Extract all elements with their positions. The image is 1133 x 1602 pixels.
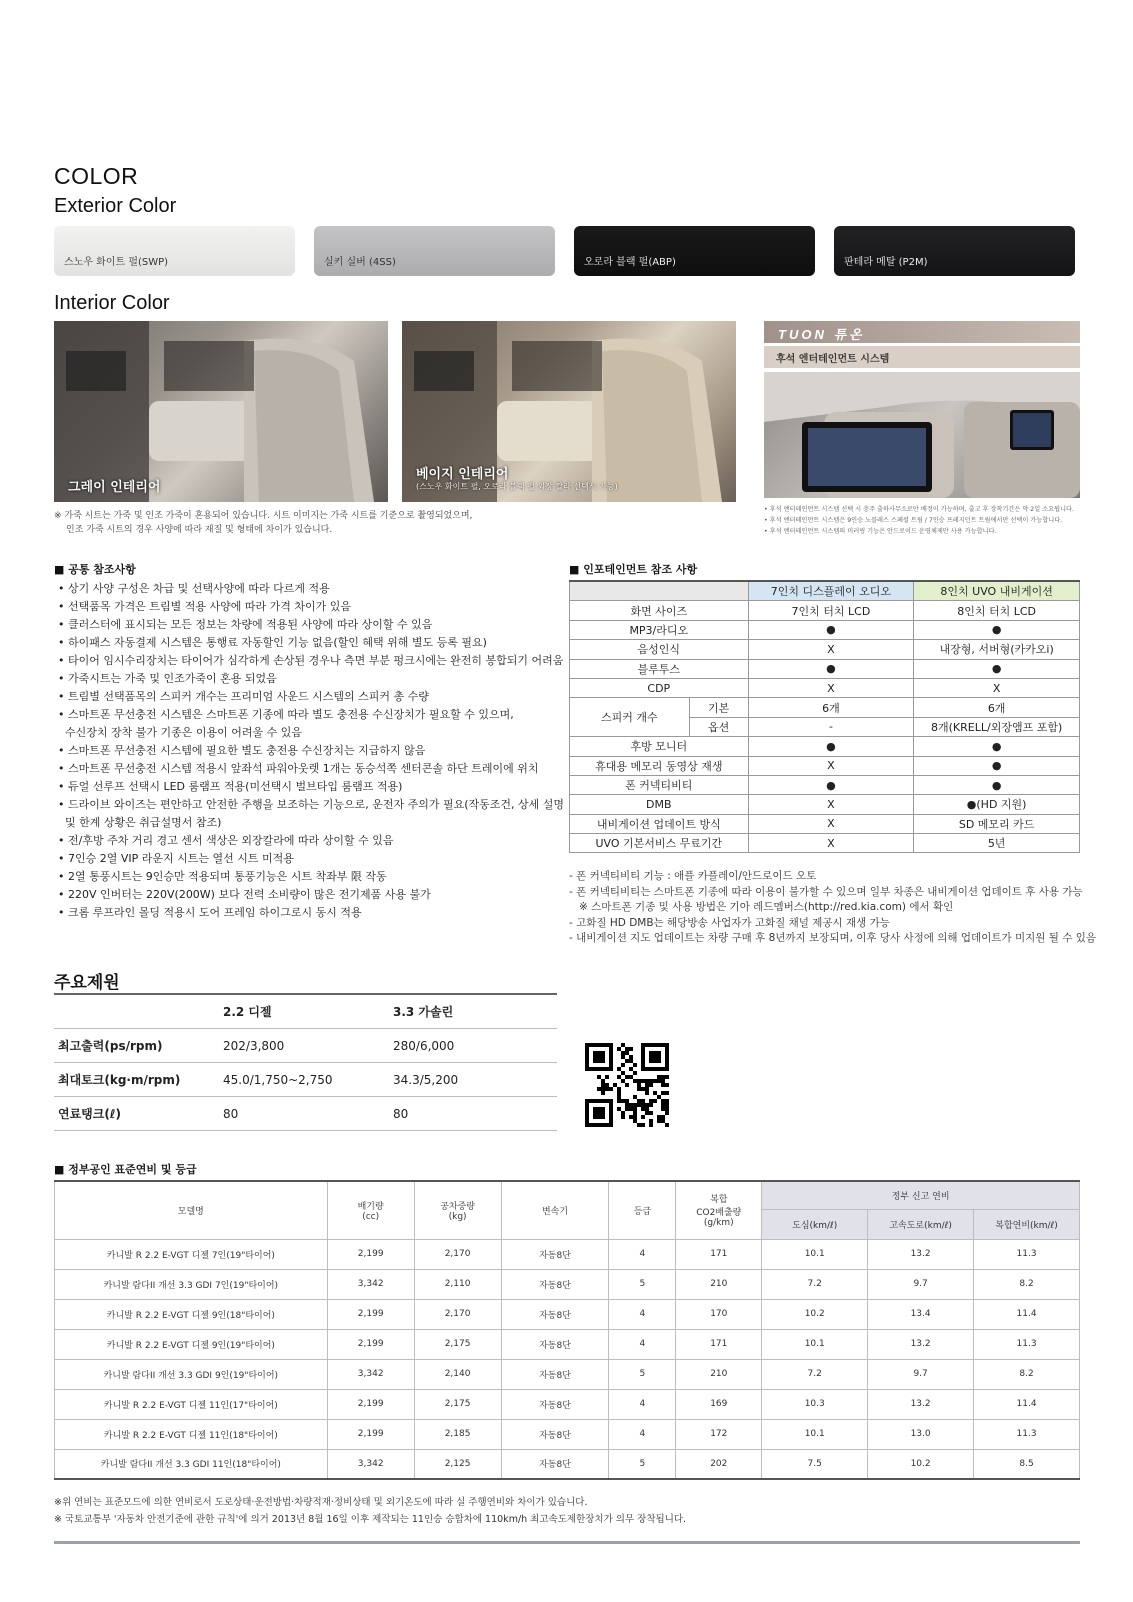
spec-cell: 280/6,000 <box>389 1029 557 1063</box>
fuel-h-city: 도심(km/ℓ) <box>762 1209 868 1239</box>
fuel-row <box>55 1239 1080 1269</box>
common-note-item: • 스마트폰 무선충전 시스템은 스마트폰 기종에 따라 별도 충전용 수신장치가 필요할 수 있으며, <box>58 708 514 721</box>
info-row-label: MP3/라디오 <box>570 620 749 639</box>
fuel-cell: 10.3 <box>762 1389 868 1419</box>
info-row-label: CDP <box>570 678 749 697</box>
gray-interior-label: 그레이 인테리어 <box>68 480 161 495</box>
fuel-cell: 2,199 <box>327 1329 414 1359</box>
common-note-item: • 전/후방 주차 거리 경고 센서 색상은 외장칼라에 따라 상이할 수 있음 <box>58 834 394 847</box>
spec-row-label: 최고출력(ps/rpm) <box>54 1029 219 1063</box>
fuel-row <box>55 1389 1080 1419</box>
fuel-cell: 2,199 <box>327 1389 414 1419</box>
fuel-cell: 자동8단 <box>501 1449 609 1479</box>
fuel-cell: 9.7 <box>868 1359 974 1389</box>
qr-code[interactable] <box>585 1043 669 1127</box>
fuel-model-cell: 카니발 R 2.2 E-VGT 디젤 9인(19"타이어) <box>55 1329 328 1359</box>
info-cell-8inch: 8인치 터치 LCD <box>914 601 1080 620</box>
footer-rule <box>54 1541 1080 1544</box>
fuel-cell: 자동8단 <box>501 1389 609 1419</box>
info-row <box>570 775 1080 794</box>
fuel-cell: 202 <box>676 1449 762 1479</box>
tuon-title: 후석 엔터테인먼트 시스템 <box>776 354 890 365</box>
info-cell-8inch: ● <box>914 620 1080 639</box>
beige-interior-label: 베이지 인테리어 <box>416 467 509 482</box>
info-row-sublabel: 옵션 <box>689 717 748 736</box>
fuel-h-co2: 복합 CO2배출량 (g/km) <box>676 1181 762 1239</box>
fuel-cell: 8.2 <box>974 1359 1080 1389</box>
fuel-cell: 4 <box>609 1329 676 1359</box>
fuel-cell: 4 <box>609 1299 676 1329</box>
tuon-note: • 후석 엔터테인먼트 시스템의 미러링 기능은 안드로이드 운영체제만 사용 가능합니다. <box>764 528 997 535</box>
fuel-notes <box>54 1494 1084 1528</box>
fuel-cell: 자동8단 <box>501 1419 609 1449</box>
common-note-item: • 스마트폰 무선충전 시스템에 필요한 별도 충전용 수신장치는 지급하지 않음 <box>58 744 426 757</box>
tuon-logo-bar <box>764 321 1080 343</box>
info-row-label: 음성인식 <box>570 640 749 659</box>
rear-entertainment-illustration <box>764 372 1080 498</box>
info-corner-cell <box>570 581 749 601</box>
fuel-model-cell: 카니발 R 2.2 E-VGT 디젤 9인(18"타이어) <box>55 1299 328 1329</box>
info-row-sublabel: 기본 <box>689 698 748 717</box>
spec-col-header: 2.2 디젤 <box>219 995 389 1029</box>
fuel-cell: 10.2 <box>868 1449 974 1479</box>
info-cell-8inch: ● <box>914 756 1080 775</box>
fuel-cell: 5 <box>609 1359 676 1389</box>
fuel-h-weight: 공차중량 (kg) <box>414 1181 501 1239</box>
tuon-notes <box>764 504 1084 537</box>
common-note-item: • 타이어 임시수리장치는 타이어가 심각하게 손상된 경우나 측면 부분 펑크시에는 완전히 봉합되기 어려움 <box>58 654 564 667</box>
col-header-7inch: 7인치 디스플레이 오디오 <box>748 581 914 601</box>
fuel-economy-table <box>54 1180 1080 1480</box>
fuel-cell: 9.7 <box>868 1269 974 1299</box>
gray-interior-photo <box>54 321 388 502</box>
common-note-item: • 트림별 선택품목의 스피커 개수는 프리미엄 사운드 시스템의 스피커 총 수량 <box>58 690 429 703</box>
tuon-photo <box>764 372 1080 498</box>
info-cell-7inch: X <box>748 834 914 853</box>
interior-note-line: ※ 가죽 시트는 가죽 및 인조 가죽이 혼용되어 있습니다. 시트 이미지는 가죽 시트를 기준으로 촬영되었으며, <box>54 511 473 521</box>
fuel-h-combined: 복합연비(km/ℓ) <box>974 1209 1080 1239</box>
info-row <box>570 814 1080 833</box>
info-cell-8inch: 5년 <box>914 834 1080 853</box>
specs-heading: 주요제원 <box>54 973 120 993</box>
fuel-h-highway: 고속도로(km/ℓ) <box>868 1209 974 1239</box>
info-cell-7inch: 7인치 터치 LCD <box>748 601 914 620</box>
fuel-row <box>55 1269 1080 1299</box>
info-row <box>570 756 1080 775</box>
info-cell-7inch: X <box>748 756 914 775</box>
beige-interior-sublabel: (스노우 화이트 펄, 오로라 블랙 펄 외장 칼라 선택시 가능) <box>416 482 618 491</box>
info-cell-7inch: X <box>748 640 914 659</box>
info-cell-7inch: 6개 <box>748 698 914 717</box>
fuel-cell: 자동8단 <box>501 1239 609 1269</box>
fuel-row <box>55 1359 1080 1389</box>
infotainment-heading: ■ 인포테인먼트 참조 사항 <box>569 563 698 576</box>
fuel-cell: 4 <box>609 1239 676 1269</box>
fuel-cell: 7.5 <box>762 1449 868 1479</box>
fuel-model-cell: 카니발 람다II 개선 3.3 GDI 7인(19"타이어) <box>55 1269 328 1299</box>
info-row <box>570 678 1080 697</box>
spec-cell: 202/3,800 <box>219 1029 389 1063</box>
fuel-cell: 2,110 <box>414 1269 501 1299</box>
fuel-row <box>55 1299 1080 1329</box>
info-cell-8inch: ● <box>914 737 1080 756</box>
spec-header-row <box>54 995 557 1029</box>
fuel-row <box>55 1449 1080 1479</box>
swatch-label: 스노우 화이트 펄(SWP) <box>64 257 169 268</box>
fuel-cell: 169 <box>676 1389 762 1419</box>
exterior-color-heading: Exterior Color <box>54 195 177 217</box>
common-note-item: • 선택품목 가격은 트림별 적용 사양에 따라 가격 차이가 있음 <box>58 600 351 613</box>
swatch-snow-white-pearl <box>54 226 295 276</box>
fuel-cell: 13.0 <box>868 1419 974 1449</box>
fuel-cell: 2,199 <box>327 1419 414 1449</box>
common-note-item: • 상기 사양 구성은 차급 및 선택사양에 따라 다르게 적용 <box>58 582 330 595</box>
fuel-cell: 2,170 <box>414 1239 501 1269</box>
info-note: ※ 스마트폰 기종 및 사용 방법은 기아 레드멤버스(http://red.kia.com) 에서 확인 <box>569 901 954 913</box>
fuel-model-cell: 카니발 R 2.2 E-VGT 디젤 11인(17"타이어) <box>55 1389 328 1419</box>
info-cell-7inch: X <box>748 814 914 833</box>
info-cell-7inch: ● <box>748 775 914 794</box>
info-cell-8inch: 내장형, 서버형(카카오i) <box>914 640 1080 659</box>
spec-col-header: 3.3 가솔린 <box>389 995 557 1029</box>
info-note: - 고화질 HD DMB는 해당방송 사업자가 고화질 채널 제공시 재생 가능 <box>569 916 890 929</box>
info-row <box>570 640 1080 659</box>
common-note-item: • 7인승 2열 VIP 라운지 시트는 열선 시트 미적용 <box>58 852 294 865</box>
info-row <box>570 698 1080 717</box>
tuon-note: • 후석 엔터테인먼트 시스템은 9인승 노블레스 스페셜 트림 / 7인승 프레지던트 트림에서만 선택이 가능합니다. <box>764 517 1063 524</box>
fuel-cell: 7.2 <box>762 1269 868 1299</box>
info-cell-7inch: ● <box>748 659 914 678</box>
fuel-cell: 2,175 <box>414 1329 501 1359</box>
info-cell-7inch: - <box>748 717 914 736</box>
info-row-label: UVO 기본서비스 무료기간 <box>570 834 749 853</box>
fuel-cell: 11.3 <box>974 1239 1080 1269</box>
spec-row <box>54 1029 557 1063</box>
interior-note <box>54 509 694 537</box>
fuel-cell: 10.1 <box>762 1419 868 1449</box>
fuel-model-cell: 카니발 람다II 개선 3.3 GDI 9인(19"타이어) <box>55 1359 328 1389</box>
fuel-cell: 11.3 <box>974 1329 1080 1359</box>
fuel-cell: 2,175 <box>414 1389 501 1419</box>
col-header-8inch: 8인치 UVO 내비게이션 <box>914 581 1080 601</box>
fuel-cell: 13.2 <box>868 1329 974 1359</box>
info-note: - 폰 커넥티비티 기능 : 애플 카플레이/안드로이드 오토 <box>569 870 817 882</box>
spec-row-label: 연료탱크(ℓ) <box>54 1097 219 1131</box>
fuel-row <box>55 1329 1080 1359</box>
interior-note-line: 인조 가죽 시트의 경우 사양에 따라 재질 및 형태에 차이가 있습니다. <box>66 525 333 535</box>
fuel-model-cell: 카니발 람다II 개선 3.3 GDI 11인(18"타이어) <box>55 1449 328 1479</box>
fuel-cell: 5 <box>609 1269 676 1299</box>
fuel-cell: 2,199 <box>327 1299 414 1329</box>
fuel-model-cell: 카니발 R 2.2 E-VGT 디젤 11인(18"타이어) <box>55 1419 328 1449</box>
spec-row <box>54 1097 557 1131</box>
beige-interior-photo <box>402 321 736 502</box>
info-note: - 내비게이션 지도 업데이트는 차량 구매 후 8년까지 보장되며, 이후 당사 사정에 의해 업데이트가 미지원 될 수 있음 <box>569 932 1096 944</box>
fuel-cell: 13.2 <box>868 1239 974 1269</box>
fuel-cell: 8.5 <box>974 1449 1080 1479</box>
info-row <box>570 737 1080 756</box>
swatch-pantera-metal <box>834 226 1075 276</box>
info-cell-7inch: ● <box>748 737 914 756</box>
common-notes-list <box>58 580 565 922</box>
info-row <box>570 834 1080 853</box>
common-note-item: • 듀얼 선루프 선택시 LED 룸램프 적용(미선택시 벌브타입 룸램프 적용) <box>58 780 403 793</box>
info-cell-8inch: ● <box>914 659 1080 678</box>
fuel-h-trans: 변속기 <box>501 1181 609 1239</box>
fuel-cell: 2,185 <box>414 1419 501 1449</box>
fuel-heading: ■ 정부공인 표준연비 및 등급 <box>54 1163 197 1176</box>
fuel-cell: 4 <box>609 1419 676 1449</box>
fuel-cell: 172 <box>676 1419 762 1449</box>
spec-cell: 80 <box>389 1097 557 1131</box>
fuel-cell: 13.2 <box>868 1389 974 1419</box>
info-cell-8inch: 8개(KRELL/외장앰프 포함) <box>914 717 1080 736</box>
tuon-logo: TUON 튜온 <box>778 327 865 342</box>
gray-interior-illustration <box>54 321 388 502</box>
spec-cell: 80 <box>219 1097 389 1131</box>
info-cell-8inch: ● <box>914 775 1080 794</box>
info-cell-7inch: ● <box>748 620 914 639</box>
spec-row <box>54 1063 557 1097</box>
fuel-cell: 11.4 <box>974 1389 1080 1419</box>
info-row <box>570 601 1080 620</box>
info-row-label: DMB <box>570 795 749 814</box>
common-note-item: • 스마트폰 무선충전 시스템 적용시 앞좌석 파워아웃렛 1개는 동승석쪽 센터콘솔 하단 트레이에 위치 <box>58 762 539 775</box>
spec-cell: 45.0/1,750~2,750 <box>219 1063 389 1097</box>
info-cell-8inch: SD 메모리 카드 <box>914 814 1080 833</box>
fuel-cell: 10.1 <box>762 1329 868 1359</box>
fuel-cell: 2,140 <box>414 1359 501 1389</box>
info-speaker-label: 스피커 개수 <box>570 698 690 737</box>
fuel-cell: 13.4 <box>868 1299 974 1329</box>
fuel-cell: 3,342 <box>327 1269 414 1299</box>
fuel-h-official: 정부 신고 연비 <box>762 1181 1080 1209</box>
fuel-cell: 210 <box>676 1359 762 1389</box>
fuel-cell: 8.2 <box>974 1269 1080 1299</box>
fuel-cell: 4 <box>609 1389 676 1419</box>
info-row-label: 후방 모니터 <box>570 737 749 756</box>
common-note-item: • 220V 인버터는 220V(200W) 보다 전력 소비량이 많은 전기제품 사용 불가 <box>58 888 431 901</box>
swatch-aurora-black-pearl <box>574 226 815 276</box>
fuel-cell: 171 <box>676 1239 762 1269</box>
common-note-item: • 클러스터에 표시되는 모든 정보는 차량에 적용된 사양에 따라 상이할 수 있음 <box>58 618 433 631</box>
info-cell-7inch: X <box>748 795 914 814</box>
spec-row-label: 최대토크(kg·m/rpm) <box>54 1063 219 1097</box>
common-note-item: • 크롬 루프라인 몰딩 적용시 도어 프레임 하이그로시 동시 적용 <box>58 906 362 919</box>
info-cell-8inch: 6개 <box>914 698 1080 717</box>
fuel-cell: 2,170 <box>414 1299 501 1329</box>
fuel-model-cell: 카니발 R 2.2 E-VGT 디젤 7인(19"타이어) <box>55 1239 328 1269</box>
common-note-item: • 가죽시트는 가죽 및 인조가죽이 혼용 되었음 <box>58 672 277 685</box>
fuel-cell: 자동8단 <box>501 1299 609 1329</box>
page-title: COLOR <box>54 163 139 189</box>
info-row-label: 폰 커넥티비티 <box>570 775 749 794</box>
info-row-label: 화면 사이즈 <box>570 601 749 620</box>
interior-color-heading: Interior Color <box>54 292 170 314</box>
fuel-cell: 5 <box>609 1449 676 1479</box>
spec-cell: 34.3/5,200 <box>389 1063 557 1097</box>
tuon-title-bar <box>764 346 1080 368</box>
fuel-h-model: 모델명 <box>55 1181 328 1239</box>
specs-table <box>54 995 557 1131</box>
fuel-cell: 2,125 <box>414 1449 501 1479</box>
tuon-note: • 후석 엔터테인먼트 시스템 선택 시 충주 출하사무소로만 배정이 가능하며, 출고 후 장착기간은 약 2일 소요됩니다. <box>764 506 1074 513</box>
fuel-row <box>55 1419 1080 1449</box>
fuel-h-grade: 등급 <box>609 1181 676 1239</box>
fuel-cell: 170 <box>676 1299 762 1329</box>
fuel-cell: 10.2 <box>762 1299 868 1329</box>
fuel-cell: 10.1 <box>762 1239 868 1269</box>
infotainment-table <box>569 580 1080 853</box>
info-row <box>570 659 1080 678</box>
info-row <box>570 620 1080 639</box>
common-note-item: 수신장치 장착 불가 기종은 이용이 어려울 수 있음 <box>58 726 302 739</box>
info-note: - 폰 커넥티비티는 스마트폰 기종에 따라 이용이 불가할 수 있으며 일부 차종은 내비게이션 업데이트 후 사용 가능 <box>569 885 1083 898</box>
swatch-label: 판테라 메탈 (P2M) <box>844 257 928 268</box>
common-note-item: • 2열 통풍시트는 9인승만 적용되며 통풍기능은 시트 착좌부 限 작동 <box>58 870 387 883</box>
common-note-item: • 드라이브 와이즈는 편안하고 안전한 주행을 보조하는 기능으로, 운전자 주의가 필요(작동조건, 상세 설명 <box>58 798 565 811</box>
info-row-label: 내비게이션 업데이트 방식 <box>570 814 749 833</box>
fuel-cell: 자동8단 <box>501 1269 609 1299</box>
fuel-cell: 자동8단 <box>501 1329 609 1359</box>
fuel-cell: 210 <box>676 1269 762 1299</box>
swatch-silky-silver <box>314 226 555 276</box>
infotainment-notes <box>569 869 1096 947</box>
swatch-label: 오로라 블랙 펄(ABP) <box>584 257 676 268</box>
fuel-cell: 3,342 <box>327 1359 414 1389</box>
common-notes-heading: ■ 공통 참조사항 <box>54 563 136 576</box>
fuel-cell: 2,199 <box>327 1239 414 1269</box>
info-row-label: 블루투스 <box>570 659 749 678</box>
info-cell-7inch: X <box>748 678 914 697</box>
info-cell-8inch: ●(HD 지원) <box>914 795 1080 814</box>
fuel-note: ※ 국토교통부 '자동차 안전기준에 관한 규칙'에 의거 2013년 8월 16일 이후 제작되는 11인승 승합차에 110km/h 최고속도제한장치가 의무 장착됩니다. <box>54 1514 687 1525</box>
fuel-cell: 11.3 <box>974 1419 1080 1449</box>
info-cell-8inch: X <box>914 678 1080 697</box>
spec-col-header <box>54 995 219 1029</box>
fuel-cell: 171 <box>676 1329 762 1359</box>
fuel-h-cc: 배기량 (cc) <box>327 1181 414 1239</box>
info-row <box>570 795 1080 814</box>
common-note-item: 및 한계 상황은 취급설명서 참조) <box>58 816 222 829</box>
fuel-cell: 7.2 <box>762 1359 868 1389</box>
common-note-item: • 하이패스 자동결제 시스템은 통행료 자동할인 기능 없음(할인 혜택 위해 별도 등록 필요) <box>58 636 487 649</box>
fuel-cell: 11.4 <box>974 1299 1080 1329</box>
fuel-cell: 자동8단 <box>501 1359 609 1389</box>
swatch-label: 실키 실버 (4SS) <box>324 257 396 268</box>
fuel-cell: 3,342 <box>327 1449 414 1479</box>
info-row-label: 휴대용 메모리 동영상 재생 <box>570 756 749 775</box>
fuel-note: ※위 연비는 표준모드에 의한 연비로서 도로상태·운전방법·차량적재·정비상태 및 외기온도에 따라 실 주행연비와 차이가 있습니다. <box>54 1497 588 1508</box>
